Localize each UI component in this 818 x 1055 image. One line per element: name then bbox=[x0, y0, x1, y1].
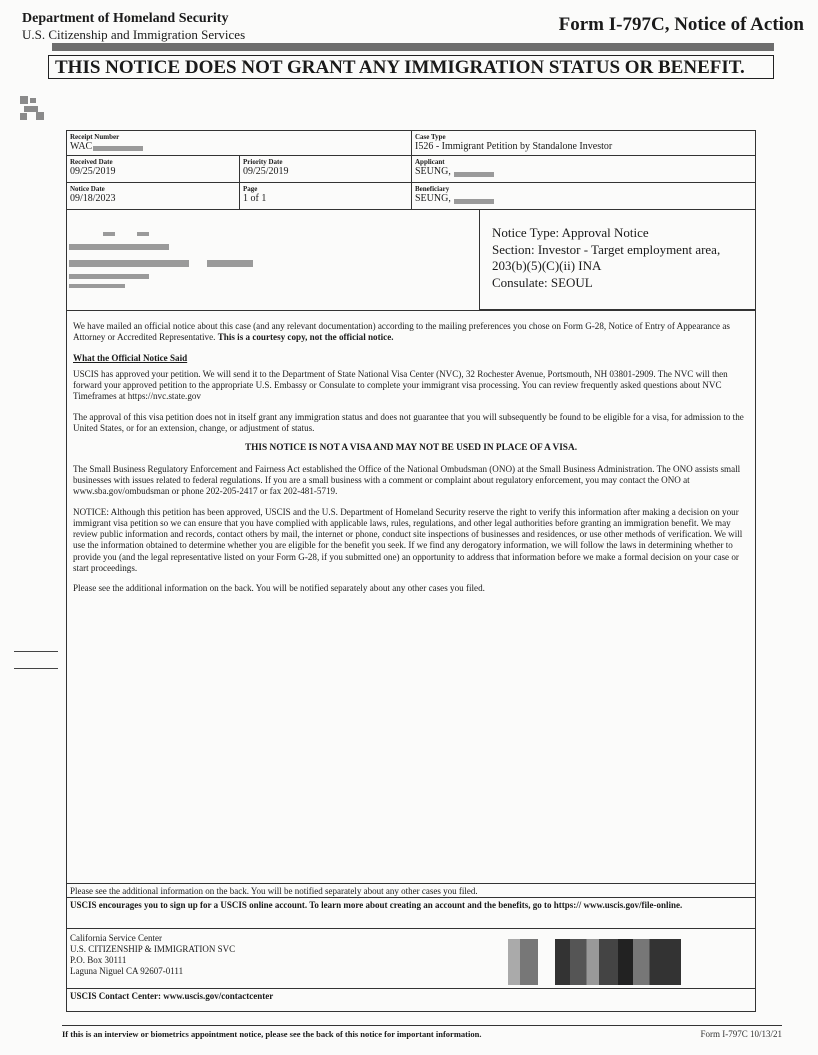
case-type-field bbox=[411, 131, 755, 156]
case-type-label: Case Type bbox=[415, 133, 446, 141]
address-line-3: P.O. Box 30111 bbox=[70, 955, 127, 965]
body-paragraph-1: We have mailed an official notice about this case (and any relevant documentation) according to the mailing preferences you chose on Form G-28, Notice of Entry of Appearance as Attorney or Accredited Representative. bbox=[73, 321, 730, 343]
applicant-value: SEUNG, bbox=[415, 166, 451, 177]
received-date-field bbox=[67, 156, 239, 183]
page-value: 1 of 1 bbox=[243, 193, 267, 204]
agency-name: Department of Homeland Security bbox=[22, 11, 229, 26]
body-paragraph-4: The Small Business Regulatory Enforcement and Fairness Act established the Office of the National Ombudsman (ONO) at the Small Business Administration. The ONO assists small businesses with issues related to federal regulations. If you are a small business with a comment or complaint about regulatory enforcement, you may contact the ONO at www.sba.gov/ombudsman or phone 202-205-2417 or fax 202-481-5719. bbox=[73, 463, 741, 497]
barcode-redacted-right bbox=[555, 939, 681, 985]
header-rule bbox=[52, 43, 774, 51]
beneficiary-value: SEUNG, bbox=[415, 193, 451, 204]
body-paragraph-3: The approval of this visa petition does not in itself grant any immigration status and does not guarantee that you will subsequently be found to be eligible for a visa, for admission to the United States, or for an extension, change, or adjustment of status. bbox=[73, 411, 744, 434]
section-heading: What the Official Notice Said bbox=[73, 352, 188, 363]
status-banner: THIS NOTICE DOES NOT GRANT ANY IMMIGRATION STATUS OR BENEFIT. bbox=[48, 55, 774, 79]
service-center-address bbox=[70, 933, 370, 977]
priority-date-label: Priority Date bbox=[243, 158, 283, 166]
notice-consulate: Consulate: SEOUL bbox=[492, 274, 593, 290]
body-paragraph-6: Please see the additional information on the back. You will be notified separately about any other cases you filed. bbox=[73, 583, 485, 594]
form-version: Form I-797C 10/13/21 bbox=[700, 1029, 782, 1039]
receipt-number-label: Receipt Number bbox=[70, 133, 120, 141]
notice-date-label: Notice Date bbox=[70, 185, 105, 193]
courtesy-copy-note: This is a courtesy copy, not the official notice. bbox=[217, 332, 394, 343]
applicant-field bbox=[411, 156, 755, 183]
page-label: Page bbox=[243, 185, 258, 193]
page-field bbox=[239, 183, 411, 210]
notice-date-value: 09/18/2023 bbox=[70, 193, 116, 204]
fold-marks bbox=[14, 651, 58, 685]
notice-section-line1: Section: Investor - Target employment area, bbox=[492, 241, 721, 257]
notice-date-field bbox=[67, 183, 239, 210]
online-account-notice: USCIS encourages you to sign up for a USCIS online account. To learn more about creating an account and the benefits, go to https:// www.uscis.gov/file-online. bbox=[67, 897, 755, 929]
additional-info-line: Please see the additional information on the back. You will be notified separately about any other cases you filed. bbox=[67, 883, 755, 897]
notice-section-line2: 203(b)(5)(C)(ii) INA bbox=[492, 258, 602, 273]
applicant-label: Applicant bbox=[415, 158, 445, 166]
receipt-number-value: WAC bbox=[70, 141, 93, 152]
receipt-number-field bbox=[67, 131, 411, 156]
case-type-value: I526 - Immigrant Petition by Standalone Investor bbox=[415, 141, 613, 152]
address-line-1: California Service Center bbox=[70, 933, 162, 943]
notice-form bbox=[66, 130, 756, 1012]
notice-type-box bbox=[479, 210, 755, 310]
notice-body bbox=[73, 321, 749, 604]
page-footer-note: If this is an interview or biometrics appointment notice, please see the back of this notice for important information. bbox=[62, 1029, 482, 1039]
barcode-redacted-left bbox=[508, 939, 538, 985]
received-date-label: Received Date bbox=[70, 158, 113, 166]
address-line-2: U.S. CITIZENSHIP & IMMIGRATION SVC bbox=[70, 944, 236, 954]
not-a-visa-notice: THIS NOTICE IS NOT A VISA AND MAY NOT BE USED IN PLACE OF A VISA. bbox=[244, 443, 578, 454]
contact-center-line: USCIS Contact Center: www.uscis.gov/contactcenter bbox=[70, 991, 274, 1001]
body-paragraph-5: NOTICE: Although this petition has been approved, USCIS and the U.S. Department of Homeland Security reserve the right to verify this information after making a decision on your immigrant visa petition so we can ensure that you have complied with applicable laws, rules, regulations, and other legal authorities before granting an immigration benefit. We may review public information and records, contact others by mail, the internet or phone, conduct site inspections of businesses and residences, or use other methods of verification. We will use the information obtained to determine whether you are eligible for the benefit you seek. If we find any derogatory information, we will follow the laws in determining whether to provide you (and the legal representative listed on your Form G-28, if you submitted one) an opportunity to address that information before we make a formal decision on your case or start proceedings. bbox=[73, 506, 743, 574]
form-title: Form I-797C, Notice of Action bbox=[558, 14, 804, 35]
priority-date-value: 09/25/2019 bbox=[243, 166, 289, 177]
beneficiary-label: Beneficiary bbox=[415, 185, 450, 193]
beneficiary-field bbox=[411, 183, 755, 210]
priority-date-field bbox=[239, 156, 411, 183]
address-line-4: Laguna Niguel CA 92607-0111 bbox=[70, 966, 184, 976]
qr-mark-icon bbox=[20, 96, 44, 120]
body-paragraph-2: USCIS has approved your petition. We will send it to the Department of State National Visa Center (NVC), 32 Rochester Avenue, Portsmouth, NH 03801-2909. The NVC will then forward your approved petition to the appropriate U.S. Embassy or Consulate to complete your immigrant visa processing. You can review frequently asked questions about NVC Timeframes at https://nvc.state.gov bbox=[73, 368, 728, 402]
page-footer-rule bbox=[62, 1025, 782, 1026]
mailing-address-redacted bbox=[67, 210, 479, 310]
received-date-value: 09/25/2019 bbox=[70, 166, 116, 177]
notice-type: Notice Type: Approval Notice bbox=[492, 225, 649, 240]
agency-subname: U.S. Citizenship and Immigration Services bbox=[22, 27, 246, 42]
